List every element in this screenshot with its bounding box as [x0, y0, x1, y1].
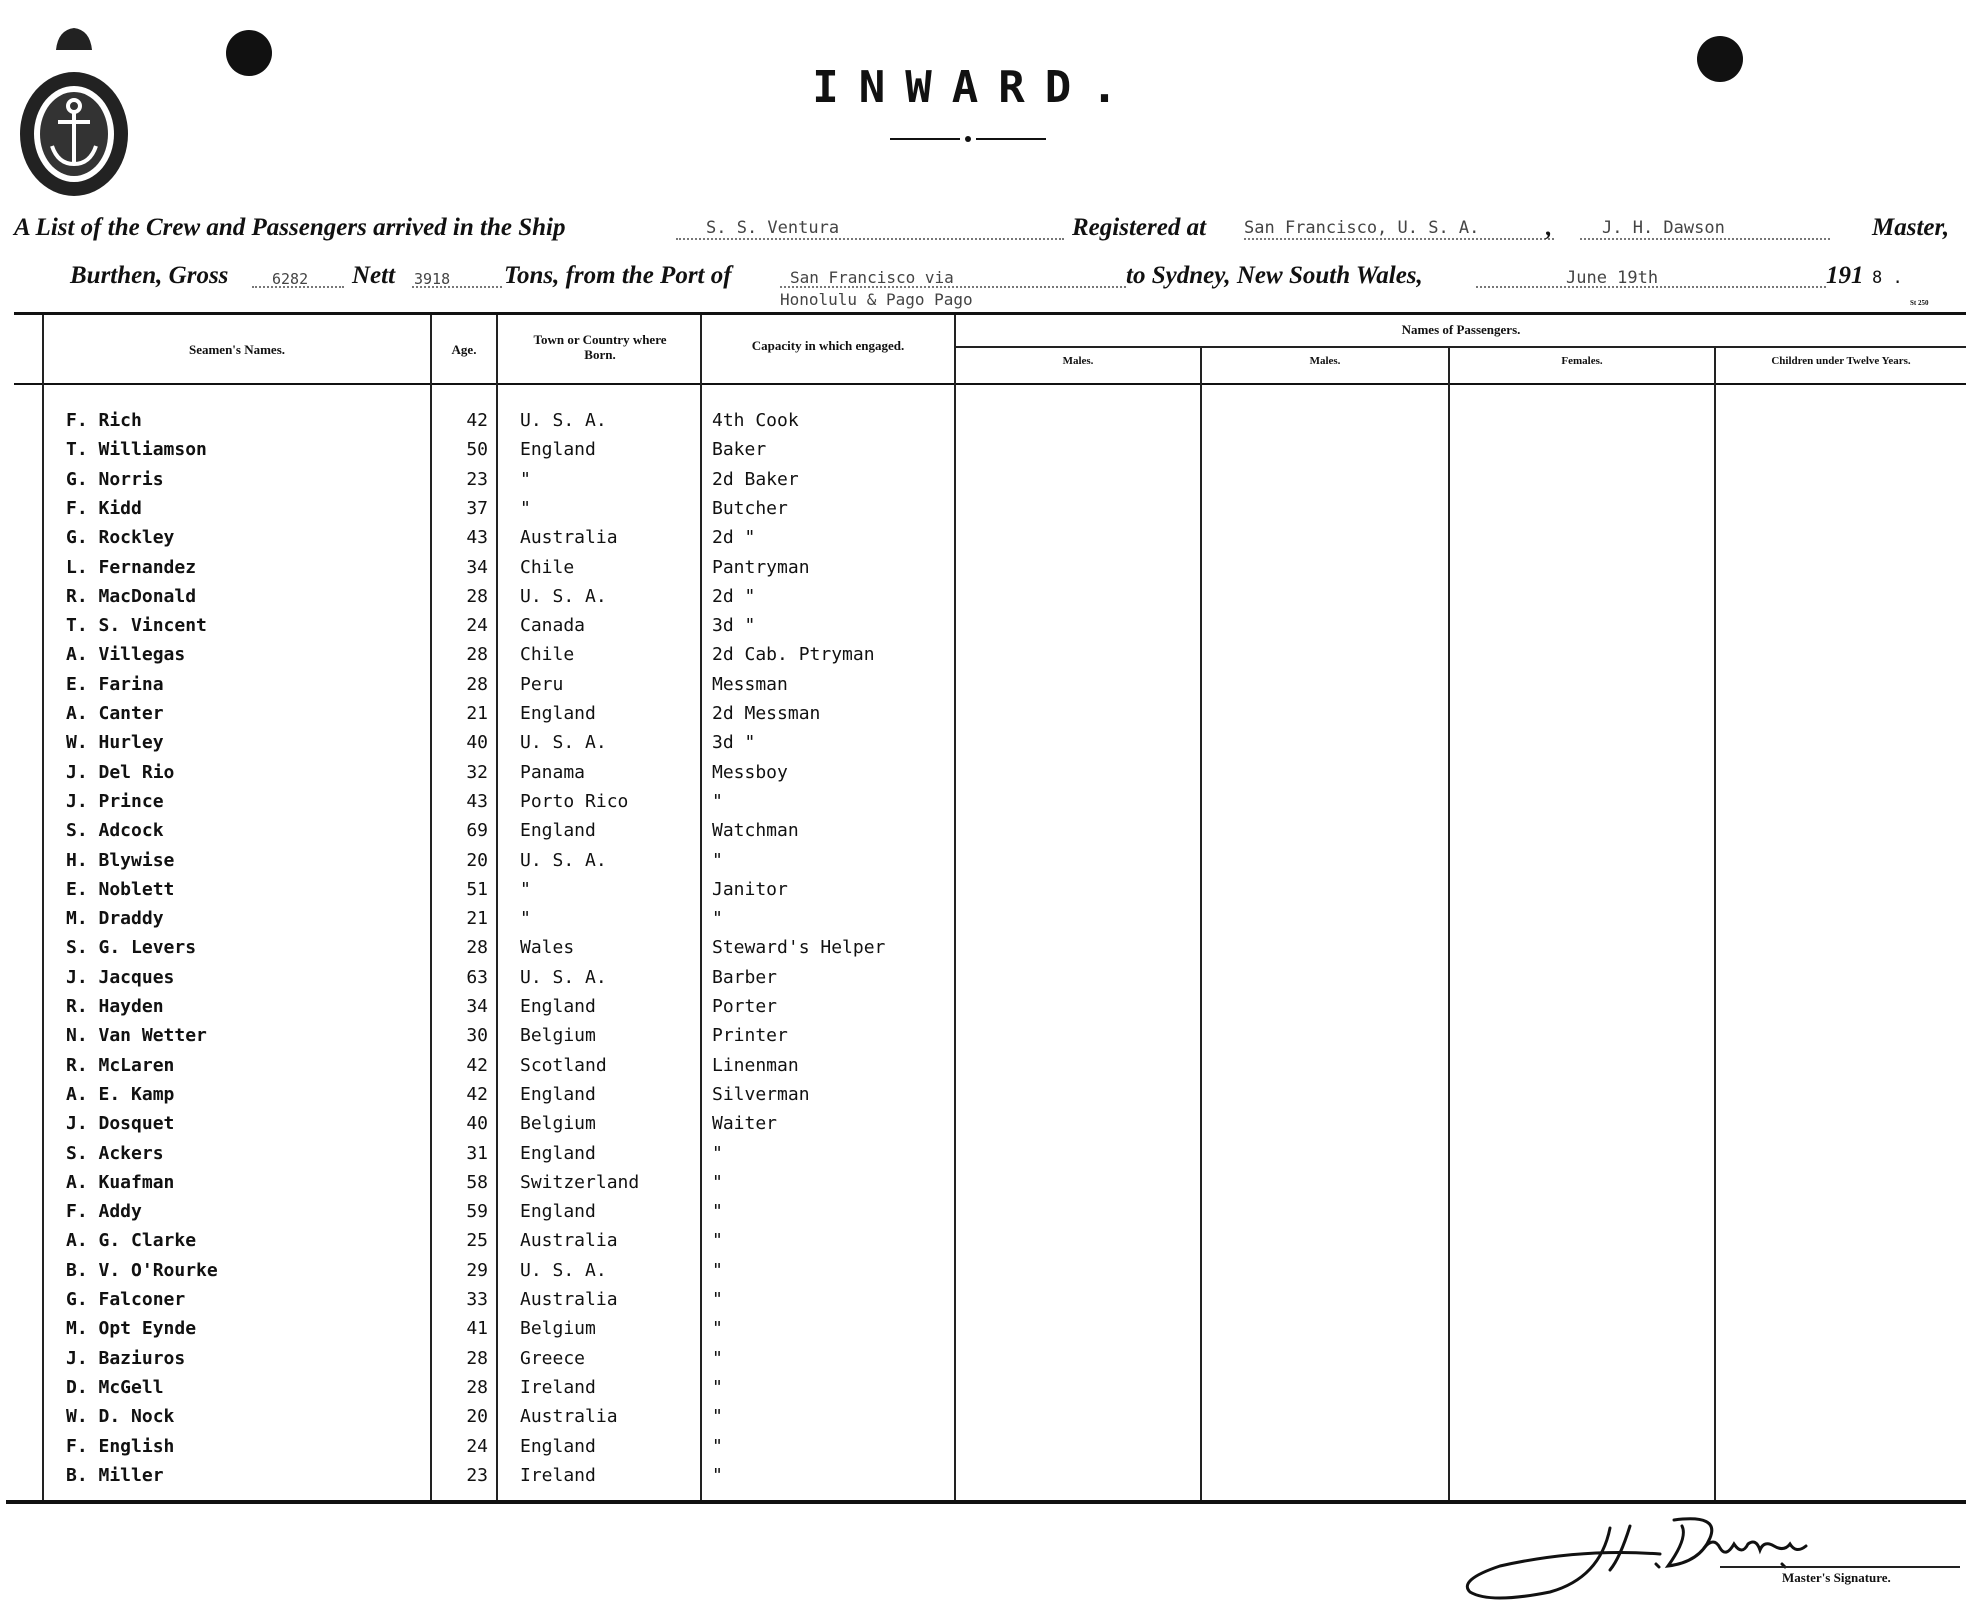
seaman-capacity: Waiter: [712, 1113, 778, 1134]
table-row: [0, 557, 1980, 585]
table-row: [0, 1230, 1980, 1258]
seaman-age: 40: [466, 732, 488, 753]
seaman-capacity: Watchman: [712, 820, 799, 841]
anchor-icon: [18, 22, 130, 197]
seaman-birthplace: Ireland: [520, 1465, 596, 1486]
seaman-birthplace: ": [520, 908, 531, 929]
column-header-males-2: Males.: [1309, 355, 1341, 367]
seaman-capacity: Messboy: [712, 762, 788, 783]
page-title: INWARD.: [812, 62, 1138, 113]
seaman-capacity: Porter: [712, 996, 778, 1017]
seaman-capacity: ": [712, 1289, 723, 1310]
form-code: St 250: [1910, 299, 1929, 307]
seaman-capacity: 3d ": [712, 732, 756, 753]
seaman-name: F. Kidd: [66, 498, 142, 519]
seaman-birthplace: Scotland: [520, 1055, 607, 1076]
seaman-capacity: Messman: [712, 674, 788, 695]
tons-from-label: Tons, from the Port of: [504, 262, 732, 289]
crew-list: [0, 410, 1980, 1490]
seaman-capacity: ": [712, 850, 723, 871]
column-header-children: Children under Twelve Years.: [1771, 355, 1911, 367]
table-row: [0, 498, 1980, 526]
seaman-birthplace: Australia: [520, 1289, 618, 1310]
seaman-name: H. Blywise: [66, 850, 175, 871]
seaman-age: 37: [466, 498, 488, 519]
seaman-capacity: Linenman: [712, 1055, 799, 1076]
seaman-name: R. Hayden: [66, 996, 164, 1017]
from-port: San Francisco via: [790, 268, 954, 287]
seaman-birthplace: Ireland: [520, 1377, 596, 1398]
seaman-age: 24: [466, 1436, 488, 1457]
seaman-birthplace: Australia: [520, 1230, 618, 1251]
seaman-name: J. Baziuros: [66, 1348, 186, 1369]
table-row: [0, 1406, 1980, 1434]
table-row: [0, 1260, 1980, 1288]
column-header-capacity: Capacity in which engaged.: [751, 338, 905, 353]
column-header-names: Seamen's Names.: [188, 342, 286, 357]
signature-line: [1720, 1566, 1960, 1568]
seaman-age: 28: [466, 644, 488, 665]
year-suffix: 8 .: [1872, 268, 1903, 288]
seaman-capacity: 2d Messman: [712, 703, 821, 724]
seaman-birthplace: England: [520, 439, 596, 460]
seaman-age: 28: [466, 674, 488, 695]
seaman-age: 34: [466, 996, 488, 1017]
seaman-name: S. G. Levers: [66, 937, 197, 958]
master-dotted-line: [1580, 238, 1830, 240]
seaman-name: F. Addy: [66, 1201, 142, 1222]
seaman-capacity: 2d ": [712, 586, 756, 607]
seaman-capacity: 2d Baker: [712, 469, 799, 490]
seaman-birthplace: England: [520, 1201, 596, 1222]
gross-tons: 6282: [272, 270, 309, 288]
seaman-name: F. Rich: [66, 410, 142, 431]
column-header-females: Females.: [1561, 355, 1603, 367]
seaman-birthplace: ": [520, 469, 531, 490]
seaman-age: 21: [466, 703, 488, 724]
seaman-birthplace: Chile: [520, 644, 575, 665]
seaman-capacity: ": [712, 908, 723, 929]
seaman-capacity: Baker: [712, 439, 767, 460]
seaman-capacity: ": [712, 1172, 723, 1193]
seaman-age: 29: [466, 1260, 488, 1281]
seaman-age: 33: [466, 1289, 488, 1310]
list-title-label: A List of the Crew and Passengers arrived in the Ship: [14, 214, 566, 241]
seaman-name: E. Noblett: [66, 879, 175, 900]
registered-at: San Francisco, U. S. A.: [1244, 218, 1480, 238]
seaman-age: 28: [466, 937, 488, 958]
seaman-birthplace: Chile: [520, 557, 575, 578]
table-row: [0, 762, 1980, 790]
table-row: [0, 850, 1980, 878]
registered-label: Registered at: [1072, 214, 1207, 241]
column-header-town: Town or Country where Born.: [533, 332, 667, 362]
table-row: [0, 732, 1980, 760]
seaman-age: 50: [466, 439, 488, 460]
seaman-age: 51: [466, 879, 488, 900]
seaman-age: 69: [466, 820, 488, 841]
column-header-males-1: Males.: [1062, 355, 1094, 367]
seaman-name: D. McGell: [66, 1377, 164, 1398]
seaman-capacity: ": [712, 1436, 723, 1457]
seaman-name: A. Canter: [66, 703, 164, 724]
seaman-name: B. Miller: [66, 1465, 164, 1486]
registered-dotted-line: [1244, 238, 1554, 240]
seaman-birthplace: ": [520, 498, 531, 519]
table-bottom-rule: [6, 1500, 1966, 1504]
seaman-capacity: Silverman: [712, 1084, 810, 1105]
seaman-birthplace: Belgium: [520, 1025, 596, 1046]
seaman-birthplace: U. S. A.: [520, 850, 607, 871]
seaman-capacity: Printer: [712, 1025, 788, 1046]
column-header-passengers: Names of Passengers.: [1401, 322, 1521, 337]
seaman-age: 42: [466, 1055, 488, 1076]
table-row: [0, 1172, 1980, 1200]
seaman-name: T. Williamson: [66, 439, 207, 460]
seaman-birthplace: Wales: [520, 937, 575, 958]
seaman-name: G. Norris: [66, 469, 164, 490]
master-label: Master,: [1872, 214, 1950, 241]
table-row: [0, 703, 1980, 731]
seaman-name: A. G. Clarke: [66, 1230, 197, 1251]
nett-label: Nett: [352, 262, 396, 289]
seaman-name: B. V. O'Rourke: [66, 1260, 218, 1281]
seaman-capacity: ": [712, 1348, 723, 1369]
signature-label: Master's Signature.: [1782, 1570, 1891, 1585]
seaman-capacity: ": [712, 1377, 723, 1398]
table-row: [0, 879, 1980, 907]
seaman-age: 31: [466, 1143, 488, 1164]
table-row: [0, 1318, 1980, 1346]
seaman-birthplace: England: [520, 1436, 596, 1457]
seaman-capacity: ": [712, 1465, 723, 1486]
seaman-birthplace: U. S. A.: [520, 732, 607, 753]
header-comma: ,: [1546, 214, 1553, 241]
seaman-age: 20: [466, 1406, 488, 1427]
seaman-name: E. Farina: [66, 674, 164, 695]
seaman-name: W. Hurley: [66, 732, 164, 753]
table-header-rule: [14, 383, 1966, 385]
table-row: [0, 1465, 1980, 1493]
seaman-name: G. Rockley: [66, 527, 175, 548]
seaman-birthplace: Belgium: [520, 1113, 596, 1134]
seaman-capacity: ": [712, 1406, 723, 1427]
table-row: [0, 1113, 1980, 1141]
table-row: [0, 1377, 1980, 1405]
seaman-birthplace: Belgium: [520, 1318, 596, 1339]
seaman-age: 23: [466, 469, 488, 490]
column-header-age: Age.: [451, 342, 477, 357]
seaman-birthplace: England: [520, 1084, 596, 1105]
seaman-name: J. Del Rio: [66, 762, 175, 783]
table-row: [0, 820, 1980, 848]
table-row: [0, 410, 1980, 438]
seaman-age: 28: [466, 1348, 488, 1369]
seaman-capacity: Janitor: [712, 879, 788, 900]
seaman-capacity: ": [712, 1260, 723, 1281]
seaman-birthplace: Australia: [520, 527, 618, 548]
seaman-age: 42: [466, 1084, 488, 1105]
seaman-birthplace: ": [520, 879, 531, 900]
table-row: [0, 967, 1980, 995]
table-row: [0, 1025, 1980, 1053]
table-row: [0, 469, 1980, 497]
table-row: [0, 1055, 1980, 1083]
seaman-birthplace: Panama: [520, 762, 586, 783]
via-ports: Honolulu & Pago Pago: [780, 290, 973, 309]
arrival-date: June 19th: [1566, 268, 1659, 288]
seaman-name: A. E. Kamp: [66, 1084, 175, 1105]
seaman-capacity: Steward's Helper: [712, 937, 886, 958]
seaman-age: 25: [466, 1230, 488, 1251]
to-sydney-label: to Sydney, New South Wales,: [1126, 262, 1423, 289]
seaman-birthplace: Switzerland: [520, 1172, 640, 1193]
seaman-name: N. Van Wetter: [66, 1025, 207, 1046]
seaman-age: 28: [466, 586, 488, 607]
table-row: [0, 996, 1980, 1024]
seaman-capacity: ": [712, 1201, 723, 1222]
seaman-name: J. Jacques: [66, 967, 175, 988]
seaman-name: F. English: [66, 1436, 175, 1457]
table-row: [0, 1348, 1980, 1376]
seaman-birthplace: England: [520, 820, 596, 841]
seaman-age: 24: [466, 615, 488, 636]
seaman-capacity: Butcher: [712, 498, 788, 519]
seaman-birthplace: England: [520, 996, 596, 1017]
ship-name-dotted-line: [676, 238, 1064, 240]
seaman-birthplace: U. S. A.: [520, 410, 607, 431]
seaman-name: G. Falconer: [66, 1289, 186, 1310]
seaman-birthplace: England: [520, 1143, 596, 1164]
punch-hole-left: [226, 30, 272, 76]
table-row: [0, 527, 1980, 555]
table-row: [0, 1201, 1980, 1229]
table-row: [0, 1289, 1980, 1317]
table-top-rule: [14, 312, 1966, 315]
ship-name: S. S. Ventura: [706, 218, 840, 238]
seaman-name: R. MacDonald: [66, 586, 197, 607]
seaman-birthplace: U. S. A.: [520, 967, 607, 988]
title-ornament: [890, 134, 1046, 144]
seaman-name: A. Kuafman: [66, 1172, 175, 1193]
table-row: [0, 1084, 1980, 1112]
seaman-age: 58: [466, 1172, 488, 1193]
seaman-name: M. Opt Eynde: [66, 1318, 197, 1339]
seaman-name: J. Dosquet: [66, 1113, 175, 1134]
table-row: [0, 615, 1980, 643]
year-prefix: 191: [1826, 262, 1864, 289]
table-row: [0, 439, 1980, 467]
seaman-capacity: ": [712, 1318, 723, 1339]
burthen-label: Burthen, Gross: [70, 262, 229, 289]
master-name: J. H. Dawson: [1602, 218, 1725, 238]
seaman-name: M. Draddy: [66, 908, 164, 929]
seaman-birthplace: Peru: [520, 674, 564, 695]
table-row: [0, 1436, 1980, 1464]
seaman-name: T. S. Vincent: [66, 615, 207, 636]
seaman-birthplace: England: [520, 703, 596, 724]
seaman-age: 59: [466, 1201, 488, 1222]
seaman-birthplace: U. S. A.: [520, 586, 607, 607]
seaman-age: 40: [466, 1113, 488, 1134]
seaman-age: 63: [466, 967, 488, 988]
seaman-age: 43: [466, 527, 488, 548]
seaman-name: A. Villegas: [66, 644, 186, 665]
seaman-capacity: ": [712, 1143, 723, 1164]
seaman-age: 32: [466, 762, 488, 783]
seaman-birthplace: U. S. A.: [520, 1260, 607, 1281]
seaman-age: 21: [466, 908, 488, 929]
seaman-name: S. Ackers: [66, 1143, 164, 1164]
table-row: [0, 644, 1980, 672]
table-row: [0, 791, 1980, 819]
table-row: [0, 1143, 1980, 1171]
seaman-capacity: Pantryman: [712, 557, 810, 578]
master-signature: [1460, 1508, 1860, 1608]
nett-tons: 3918: [414, 270, 451, 288]
seaman-age: 20: [466, 850, 488, 871]
seaman-capacity: 3d ": [712, 615, 756, 636]
passengers-subheader-rule: [956, 346, 1966, 348]
seaman-name: L. Fernandez: [66, 557, 197, 578]
seaman-name: W. D. Nock: [66, 1406, 175, 1427]
seaman-birthplace: Australia: [520, 1406, 618, 1427]
table-row: [0, 908, 1980, 936]
seaman-name: S. Adcock: [66, 820, 164, 841]
seaman-birthplace: Canada: [520, 615, 586, 636]
seaman-age: 42: [466, 410, 488, 431]
punch-hole-right: [1697, 36, 1743, 82]
seaman-age: 41: [466, 1318, 488, 1339]
table-row: [0, 586, 1980, 614]
table-row: [0, 674, 1980, 702]
seaman-capacity: 2d ": [712, 527, 756, 548]
seaman-capacity: 2d Cab. Ptryman: [712, 644, 875, 665]
seaman-capacity: 4th Cook: [712, 410, 799, 431]
seaman-age: 30: [466, 1025, 488, 1046]
seaman-name: R. McLaren: [66, 1055, 175, 1076]
seaman-age: 28: [466, 1377, 488, 1398]
seaman-birthplace: Greece: [520, 1348, 586, 1369]
seaman-age: 34: [466, 557, 488, 578]
seaman-birthplace: Porto Rico: [520, 791, 629, 812]
table-row: [0, 937, 1980, 965]
seaman-capacity: Barber: [712, 967, 778, 988]
seaman-age: 23: [466, 1465, 488, 1486]
seaman-age: 43: [466, 791, 488, 812]
seaman-capacity: ": [712, 791, 723, 812]
seaman-capacity: ": [712, 1230, 723, 1251]
seaman-name: J. Prince: [66, 791, 164, 812]
